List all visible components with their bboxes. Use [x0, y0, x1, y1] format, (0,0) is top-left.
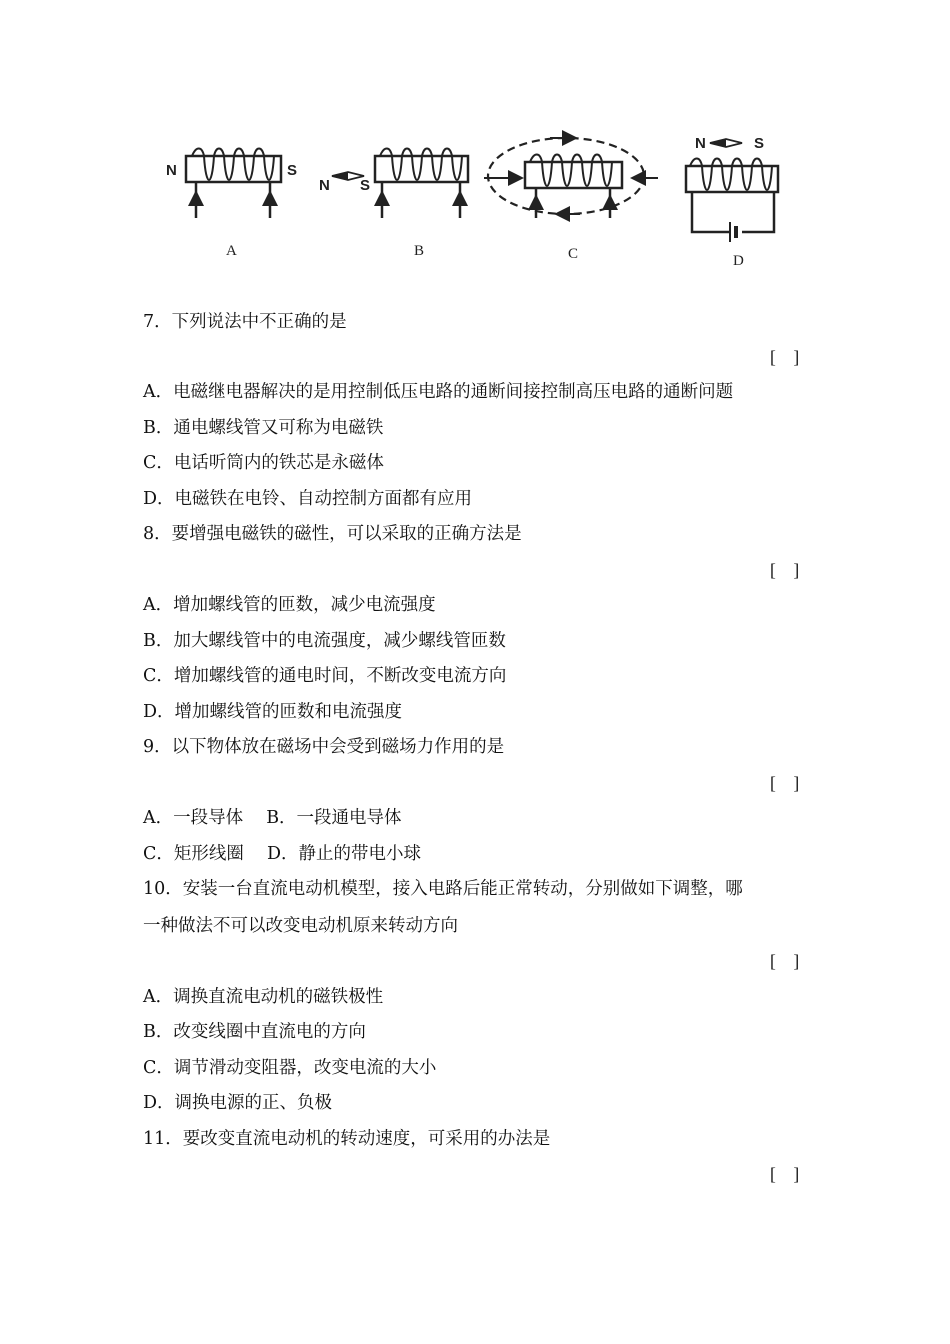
question-8-option-d: D．增加螺线管的匝数和电流强度 [143, 702, 403, 722]
question-7-option-c: C．电话听筒内的铁芯是永磁体 [143, 453, 384, 473]
question-9-options-ab: A．一段导体 B．一段通电导体 [143, 808, 402, 828]
question-7-option-d: D．电磁铁在电铃、自动控制方面都有应用 [143, 489, 473, 509]
diagram-label-b: B [414, 243, 425, 259]
question-7-stem: 7．下列说法中不正确的是 [143, 312, 347, 332]
diagram-d [686, 135, 778, 269]
question-8-option-c: C．增加螺线管的通电时间，不断改变电流方向 [143, 666, 507, 686]
answer-bracket: [ ] [770, 560, 800, 580]
question-10-option-c: C．调节滑动变阻器，改变电流的大小 [143, 1058, 437, 1078]
compass-s-label: S [360, 177, 371, 194]
solenoid-figure [160, 128, 800, 278]
question-10-option-b: B．改变线圈中直流电的方向 [143, 1022, 366, 1042]
compass-s-label: S [754, 135, 765, 152]
compass-n-label: N [319, 177, 330, 194]
question-10-option-d: D．调换电源的正、负极 [143, 1093, 333, 1113]
diagram-c [484, 138, 658, 262]
question-7-option-b: B．通电螺线管又可称为电磁铁 [143, 418, 384, 438]
pole-n-label: N [166, 162, 177, 179]
question-10-option-a: A．调换直流电动机的磁铁极性 [143, 987, 384, 1007]
question-8-stem: 8．要增强电磁铁的磁性，可以采取的正确方法是 [143, 524, 522, 544]
question-11-stem: 11．要改变直流电动机的转动速度，可采用的办法是 [143, 1129, 551, 1149]
question-9-options-cd: C．矩形线圈 D．静止的带电小球 [143, 844, 421, 864]
diagram-label-c: C [568, 246, 579, 262]
diagram-b [319, 149, 468, 260]
compass-n-label: N [695, 135, 706, 152]
diagram-label-d: D [733, 253, 744, 269]
answer-bracket: [ ] [770, 347, 800, 367]
question-10-stem-line-2: 一种做法不可以改变电动机原来转动方向 [143, 916, 458, 936]
diagram-label-a: A [226, 243, 237, 259]
answer-bracket: [ ] [770, 773, 800, 793]
question-7-option-a: A．电磁继电器解决的是用控制低压电路的通断间接控制高压电路的通断问题 [143, 382, 734, 402]
question-10-stem-line-1: 10．安装一台直流电动机模型，接入电路后能正常转动，分别做如下调整，哪 [143, 879, 743, 899]
pole-s-label: S [287, 162, 298, 179]
answer-bracket: [ ] [770, 1164, 800, 1184]
answer-bracket: [ ] [770, 951, 800, 971]
diagram-a [166, 149, 297, 260]
question-9-stem: 9．以下物体放在磁场中会受到磁场力作用的是 [143, 737, 505, 757]
question-8-option-a: A．增加螺线管的匝数，减少电流强度 [143, 595, 436, 615]
question-8-option-b: B．加大螺线管中的电流强度，减少螺线管匝数 [143, 631, 506, 651]
